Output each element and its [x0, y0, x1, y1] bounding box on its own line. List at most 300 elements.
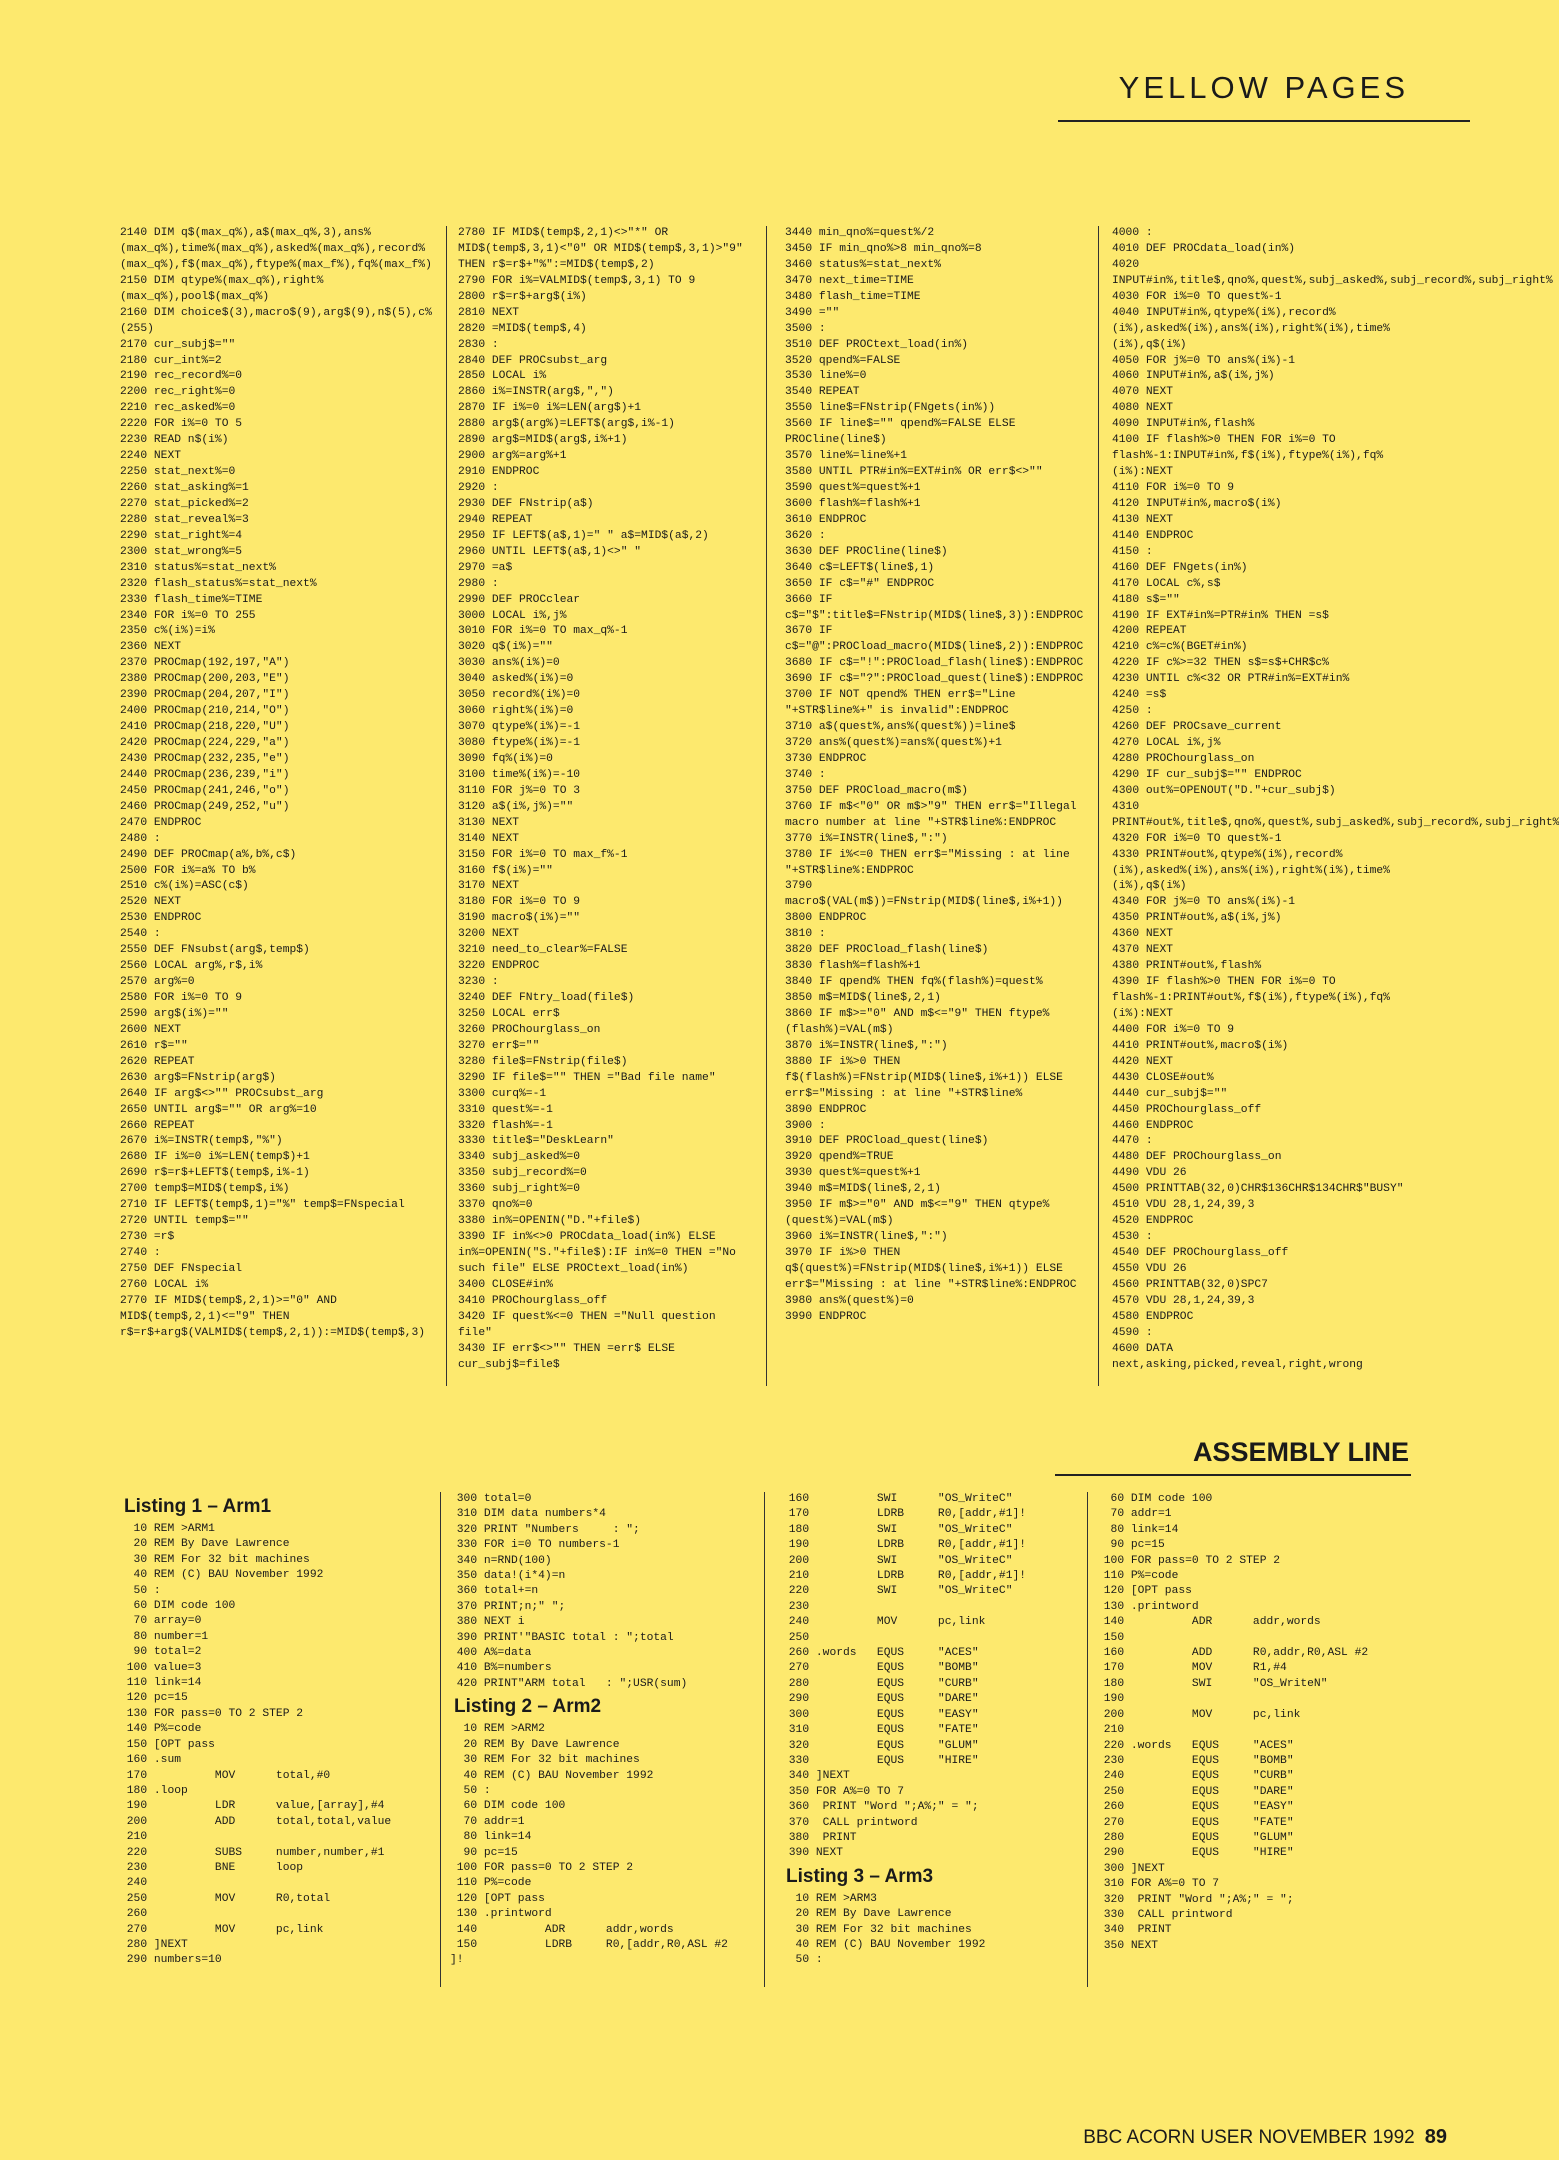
- code-line: 2940 REPEAT: [458, 513, 533, 526]
- code-line: 2530 ENDPROC: [120, 912, 202, 925]
- code-line: 4070 NEXT: [1112, 386, 1174, 399]
- code-line: 4280 PROChourglass_on: [1112, 752, 1255, 765]
- code-line: 4180 s$="": [1112, 593, 1180, 606]
- code-line: 2920 :: [458, 482, 499, 494]
- code-line: 2730 =r$: [120, 1231, 175, 1244]
- code-line: 2640 IF arg$<>"" PROCsubst_arg: [120, 1087, 324, 1100]
- code-line: 2450 PROCmap(241,246,"o"): [120, 784, 290, 797]
- listing-title: Listing 3 – Arm3: [786, 1865, 934, 1887]
- code-line: 4260 DEF PROCsave_current: [1112, 721, 1282, 734]
- code-line: 3720 ans%(quest%)=ans%(quest%)+1: [785, 737, 1002, 749]
- code-line: 50 :: [782, 1954, 823, 1967]
- code-line: 4400 FOR i%=0 TO 9: [1112, 1023, 1235, 1036]
- code-line: 3990 ENDPROC: [785, 1310, 867, 1323]
- listing-column-4: [1112, 226, 1559, 1392]
- code-line: 2980 :: [458, 577, 499, 590]
- code-line: 4560 PRINTTAB(32,0)SPC7: [1112, 1278, 1268, 1291]
- code-line: 240: [120, 1877, 148, 1890]
- code-line: 2700 temp$=MID$(temp$,i%): [120, 1183, 290, 1196]
- code-line: 4370 NEXT: [1112, 944, 1174, 957]
- code-line: 330 CALL printword: [1097, 1908, 1233, 1921]
- code-line: 3010 FOR i%=0 TO max_q%-1: [458, 625, 628, 638]
- code-line: 2620 REPEAT: [120, 1055, 195, 1068]
- code-line: 90 pc=15: [450, 1846, 518, 1859]
- code-line: 300 total=0: [450, 1493, 532, 1505]
- code-line: 10 REM >ARM2: [450, 1723, 545, 1736]
- code-line: 2200 rec_right%=0: [120, 386, 236, 399]
- code-line: 3100 time%(i%)=-10: [458, 768, 581, 781]
- code-line: 250 EQUS "DARE": [1097, 1785, 1294, 1798]
- code-line: 3520 qpend%=FALSE: [785, 354, 901, 367]
- code-line: 140 ADR addr,words: [1097, 1616, 1321, 1629]
- section-title: YELLOW PAGES: [1118, 70, 1409, 105]
- code-line: 2890 arg$=MID$(arg$,i%+1): [458, 434, 628, 447]
- arm1-listing: [120, 1492, 438, 1982]
- code-line: 3380 in%=OPENIN("D."+file$): [458, 1215, 642, 1228]
- code-line: 3260 PROChourglass_on: [458, 1023, 601, 1036]
- code-line: 3460 status%=stat_next%: [785, 258, 941, 271]
- code-line: 4600 DATA next,asking,picked,reveal,right,wrong: [1112, 1342, 1363, 1371]
- code-line: 2590 arg$(i%)="": [120, 1007, 229, 1020]
- code-line: 4490 VDU 26: [1112, 1167, 1187, 1180]
- code-line: 3300 curq%=-1: [458, 1087, 547, 1100]
- code-line: 4210 c%=c%(BGET#in%): [1112, 641, 1248, 654]
- code-line: 2790 FOR i%=VALMID$(temp$,3,1) TO 9: [458, 274, 696, 287]
- code-line: 310 DIM data numbers*4: [450, 1508, 606, 1521]
- code-line: 300 EQUS "EASY": [782, 1708, 979, 1721]
- code-line: 150: [1097, 1631, 1125, 1644]
- code-block: [782, 1492, 1082, 1862]
- code-line: 2140 DIM q$(max_q%),a$(max_q%,3),ans%(max_q%),time%(max_q%),asked%(max_q%),record%(max_q%),f$(max_q%),ftype%(max_f%),fq%(max_f%): [120, 227, 432, 271]
- code-line: 3970 IF i%>0 THEN q$(quest%)=FNstrip(MID$(line$,i%+1)) ELSE err$="Missing : at line "+STR$line%:ENDPROC: [785, 1247, 1077, 1291]
- code-line: 4450 PROChourglass_off: [1112, 1103, 1262, 1116]
- code-line: 3700 IF NOT qpend% THEN err$="Line "+STR$line%+" is invalid":ENDPROC: [785, 689, 1023, 718]
- code-line: 290 EQUS "DARE": [782, 1693, 979, 1706]
- code-line: 3020 q$(i%)="": [458, 641, 553, 654]
- code-line: 3400 CLOSE#in%: [458, 1278, 553, 1291]
- code-line: 70 array=0: [120, 1615, 202, 1628]
- code-line: 3950 IF m$>="0" AND m$<="9" THEN qtype%(quest%)=VAL(m$): [785, 1199, 1050, 1228]
- code-line: 200 MOV pc,link: [1097, 1708, 1301, 1721]
- code-line: 4090 INPUT#in%,flash%: [1112, 418, 1255, 431]
- code-line: 2680 IF i%=0 i%=LEN(temp$)+1: [120, 1151, 310, 1164]
- code-line: 330 EQUS "HIRE": [782, 1754, 979, 1767]
- code-line: 3240 DEF FNtry_load(file$): [458, 992, 635, 1004]
- code-line: 230: [782, 1600, 810, 1613]
- code-line: 260 EQUS "EASY": [1097, 1801, 1294, 1814]
- code-line: 3740 :: [785, 768, 826, 781]
- code-line: 2960 UNTIL LEFT$(a$,1)<>" ": [458, 545, 642, 558]
- code-line: 220 SWI "OS_WriteC": [782, 1585, 1013, 1598]
- code-line: 4330 PRINT#out%,qtype%(i%),record%(i%),asked%(i%),ans%(i%),right%(i%),time%(i%),q$(i%): [1112, 848, 1390, 893]
- code-line: 4360 NEXT: [1112, 928, 1174, 941]
- code-line: 190: [1097, 1693, 1125, 1706]
- code-line: 160 SWI "OS_WriteC": [782, 1493, 1013, 1505]
- code-line: 4060 INPUT#in%,a$(i%,j%): [1112, 370, 1275, 383]
- arm2-listing: [450, 1492, 750, 1982]
- magazine-issue: BBC ACORN USER NOVEMBER 1992: [1083, 2127, 1415, 2148]
- code-line: 3160 f$(i%)="": [458, 864, 553, 877]
- code-line: 150 LDRB R0,[addr,R0,ASL #2: [450, 1938, 728, 1951]
- code-line: 2520 NEXT: [120, 896, 182, 909]
- code-line: 2830 :: [458, 338, 499, 351]
- code-line: 3140 NEXT: [458, 832, 520, 845]
- code-line: 20 REM By Dave Lawrence: [782, 1908, 952, 1921]
- column-divider: [764, 1492, 765, 1987]
- code-line: 3800 ENDPROC: [785, 912, 867, 925]
- code-line: 2510 c%(i%)=ASC(c$): [120, 880, 249, 893]
- code-line: 4300 out%=OPENOUT("D."+cur_subj$): [1112, 784, 1336, 797]
- code-line: 2350 c%(i%)=i%: [120, 625, 215, 638]
- code-line: 240 EQUS "CURB": [1097, 1770, 1294, 1783]
- code-line: 3190 macro$(i%)="": [458, 912, 581, 925]
- code-line: 260 .words EQUS "ACES": [782, 1647, 979, 1660]
- page-number: 89: [1424, 2126, 1447, 2148]
- code-line: 3980 ans%(quest%)=0: [785, 1294, 914, 1307]
- code-line: 210 LDRB R0,[addr,#1]!: [782, 1570, 1027, 1583]
- code-line: 250: [782, 1631, 810, 1644]
- code-line: 210: [120, 1831, 148, 1844]
- code-line: 60 DIM code 100: [450, 1800, 566, 1813]
- code-line: 80 link=14: [1097, 1523, 1179, 1536]
- code-line: 140 P%=code: [120, 1723, 202, 1736]
- code-line: 3210 need_to_clear%=FALSE: [458, 944, 628, 957]
- code-line: 4270 LOCAL i%,j%: [1112, 737, 1221, 749]
- code-line: 130 .printword: [450, 1908, 552, 1921]
- code-line: 3110 FOR j%=0 TO 3: [458, 784, 581, 797]
- code-line: 360 total+=n: [450, 1585, 539, 1598]
- code-line: 2220 FOR i%=0 TO 5: [120, 418, 243, 431]
- code-block: [120, 1522, 438, 1969]
- code-line: 3630 DEF PROCline(line$): [785, 545, 948, 558]
- code-line: 3200 NEXT: [458, 928, 520, 941]
- code-line: 2720 UNTIL temp$="": [120, 1215, 249, 1228]
- code-line: 2540 :: [120, 928, 161, 941]
- code-line: 2310 status%=stat_next%: [120, 561, 276, 574]
- code-line: 3860 IF m$>="0" AND m$<="9" THEN ftype%(flash%)=VAL(m$): [785, 1007, 1050, 1036]
- code-line: 3790 macro$(VAL(m$))=FNstrip(MID$(line$,i%+1)): [785, 880, 1063, 909]
- code-line: 120 [OPT pass: [1097, 1585, 1192, 1598]
- code-line: 40 REM (C) BAU November 1992: [120, 1569, 324, 1582]
- code-line: 3770 i%=INSTR(line$,":"): [785, 832, 948, 845]
- code-line: 10 REM >ARM1: [120, 1523, 215, 1535]
- code-line: 2850 LOCAL i%: [458, 370, 547, 383]
- code-line: 2490 DEF PROCmap(a%,b%,c$): [120, 848, 297, 861]
- code-line: 4350 PRINT#out%,a$(i%,j%): [1112, 912, 1282, 925]
- code-line: 4410 PRINT#out%,macro$(i%): [1112, 1039, 1289, 1052]
- code-line: 300 ]NEXT: [1097, 1862, 1165, 1875]
- code-line: 290 EQUS "HIRE": [1097, 1847, 1294, 1860]
- code-line: 4580 ENDPROC: [1112, 1310, 1194, 1323]
- code-line: 370 PRINT;n;" ";: [450, 1600, 566, 1613]
- code-line: 220 .words EQUS "ACES": [1097, 1739, 1294, 1752]
- code-block: [782, 1892, 1082, 1969]
- code-line: 3570 line%=line%+1: [785, 450, 908, 463]
- code-line: 4050 FOR j%=0 TO ans%(i%)-1: [1112, 354, 1296, 367]
- code-line: 3490 ="": [785, 306, 840, 319]
- code-line: 2360 NEXT: [120, 641, 182, 654]
- code-line: 4020 INPUT#in%,title$,qno%,quest%,subj_asked%,subj_record%,subj_right%: [1112, 258, 1553, 287]
- code-line: 3370 qno%=0: [458, 1199, 533, 1212]
- code-line: 190 LDR value,[array],#4: [120, 1800, 385, 1813]
- code-line: 2210 rec_asked%=0: [120, 402, 236, 415]
- code-line: 160 ADD R0,addr,R0,ASL #2: [1097, 1647, 1369, 1660]
- code-line: 4590 :: [1112, 1326, 1153, 1339]
- code-line: 2650 UNTIL arg$="" OR arg%=10: [120, 1103, 317, 1116]
- column-divider: [1087, 1492, 1088, 1987]
- code-line: 3220 ENDPROC: [458, 960, 540, 973]
- code-line: 3830 flash%=flash%+1: [785, 960, 921, 973]
- code-line: 2950 IF LEFT$(a$,1)=" " a$=MID$(a$,2): [458, 529, 709, 542]
- code-line: 2690 r$=r$+LEFT$(temp$,i%-1): [120, 1167, 310, 1180]
- code-line: 380 NEXT i: [450, 1616, 525, 1629]
- code-line: 3600 flash%=flash%+1: [785, 497, 921, 510]
- code-line: 270 MOV pc,link: [120, 1923, 324, 1936]
- code-line: 2320 flash_status%=stat_next%: [120, 577, 317, 590]
- code-line: 3920 qpend%=TRUE: [785, 1151, 894, 1164]
- code-line: ]!: [450, 1954, 464, 1967]
- code-line: 2290 stat_right%=4: [120, 529, 243, 542]
- code-line: 400 A%=data: [450, 1647, 532, 1660]
- code-line: 110 P%=code: [1097, 1570, 1179, 1583]
- code-line: 340 n=RND(100): [450, 1554, 552, 1567]
- code-line: 350 data!(i*4)=n: [450, 1570, 566, 1583]
- code-line: 4550 VDU 26: [1112, 1262, 1187, 1275]
- code-line: 3510 DEF PROCtext_load(in%): [785, 338, 969, 351]
- code-line: 390 PRINT'"BASIC total : ";total: [450, 1631, 674, 1644]
- code-line: 3430 IF err$<>"" THEN =err$ ELSE cur_subj$=file$: [458, 1342, 682, 1371]
- code-line: 3150 FOR i%=0 TO max_f%-1: [458, 848, 628, 861]
- code-line: 2880 arg$(arg%)=LEFT$(arg$,i%-1): [458, 418, 675, 431]
- code-line: 2260 stat_asking%=1: [120, 482, 249, 494]
- code-line: 3690 IF c$="?":PROCload_quest(line$):ENDPROC: [785, 673, 1084, 686]
- code-line: 200 ADD total,total,value: [120, 1815, 392, 1828]
- code-line: 3390 IF in%<>0 PROCdata_load(in%) ELSE in%=OPENIN("S."+file$):IF in%=0 THEN ="No such file" ELSE PROCtext_load(in%): [458, 1231, 743, 1275]
- code-line: 3930 quest%=quest%+1: [785, 1167, 921, 1180]
- code-line: 2780 IF MID$(temp$,2,1)<>"*" OR MID$(temp$,3,1)<"0" OR MID$(temp$,3,1)>"9" THEN r$=r$+"%":=MID$(temp$,2): [458, 227, 750, 271]
- code-line: 3900 :: [785, 1119, 826, 1132]
- code-line: 90 pc=15: [1097, 1539, 1165, 1552]
- code-block: [450, 1722, 750, 1969]
- code-line: 2470 ENDPROC: [120, 816, 202, 829]
- code-line: 3550 line$=FNstrip(FNgets(in%)): [785, 402, 996, 415]
- code-line: 80 link=14: [450, 1831, 532, 1844]
- code-line: 2660 REPEAT: [120, 1119, 195, 1132]
- section-rule: [1055, 1474, 1411, 1476]
- code-line: 3040 asked%(i%)=0: [458, 673, 574, 686]
- code-line: 2550 DEF FNsubst(arg$,temp$): [120, 944, 310, 957]
- code-line: 4080 NEXT: [1112, 402, 1174, 415]
- code-line: 3440 min_qno%=quest%/2: [785, 227, 935, 239]
- code-line: 100 FOR pass=0 TO 2 STEP 2: [450, 1861, 634, 1874]
- code-line: 3910 DEF PROCload_quest(line$): [785, 1135, 989, 1148]
- code-line: 2630 arg$=FNstrip(arg$): [120, 1071, 276, 1084]
- code-line: 3820 DEF PROCload_flash(line$): [785, 944, 989, 957]
- code-line: 2150 DIM qtype%(max_q%),right%(max_q%),pool$(max_q%): [120, 274, 324, 303]
- code-line: 2440 PROCmap(236,239,"i"): [120, 768, 290, 781]
- code-line: 290 numbers=10: [120, 1954, 222, 1967]
- code-line: 2170 cur_subj$="": [120, 338, 236, 351]
- code-line: 3940 m$=MID$(line$,2,1): [785, 1183, 941, 1196]
- code-line: 3230 :: [458, 976, 499, 989]
- code-line: 3120 a$(i%,j%)="": [458, 800, 574, 813]
- code-line: 2820 =MID$(temp$,4): [458, 322, 587, 335]
- code-line: 2480 :: [120, 832, 161, 845]
- code-line: 130 FOR pass=0 TO 2 STEP 2: [120, 1707, 304, 1720]
- column-divider: [446, 226, 447, 1386]
- code-line: 260: [120, 1908, 148, 1921]
- code-line: 4480 DEF PROChourglass_on: [1112, 1151, 1282, 1164]
- code-line: 3640 c$=LEFT$(line$,1): [785, 561, 935, 574]
- code-line: 10 REM >ARM3: [782, 1892, 877, 1905]
- code-line: 3420 IF quest%<=0 THEN ="Null question file": [458, 1310, 723, 1339]
- code-line: 3170 NEXT: [458, 880, 520, 893]
- code-line: 2180 cur_int%=2: [120, 354, 222, 367]
- code-line: 3650 IF c$="#" ENDPROC: [785, 577, 935, 590]
- code-line: 4100 IF flash%>0 THEN FOR i%=0 TO flash%-1:INPUT#in%,f$(i%),ftype%(i%),fq%(i%):NEXT: [1112, 434, 1384, 479]
- code-line: 4160 DEF FNgets(in%): [1112, 561, 1248, 574]
- code-line: 3590 quest%=quest%+1: [785, 482, 921, 494]
- code-line: 210: [1097, 1724, 1125, 1737]
- code-line: 3340 subj_asked%=0: [458, 1151, 581, 1164]
- code-line: 30 REM For 32 bit machines: [120, 1553, 310, 1566]
- code-line: 2300 stat_wrong%=5: [120, 545, 243, 558]
- code-line: 3030 ans%(i%)=0: [458, 657, 560, 670]
- code-line: 2160 DIM choice$(3),macro$(9),arg$(9),n$(5),c%(255): [120, 306, 432, 335]
- code-line: 140 ADR addr,words: [450, 1923, 674, 1936]
- code-line: 3660 IF c$="$":title$=FNstrip(MID$(line$,3)):ENDPROC: [785, 593, 1084, 622]
- code-line: 3620 :: [785, 529, 826, 542]
- code-line: 3080 ftype%(i%)=-1: [458, 737, 581, 749]
- code-line: 4120 INPUT#in%,macro$(i%): [1112, 497, 1282, 510]
- code-line: 4530 :: [1112, 1231, 1153, 1244]
- code-line: 4460 ENDPROC: [1112, 1119, 1194, 1132]
- code-line: 310 FOR A%=0 TO 7: [1097, 1878, 1220, 1891]
- code-line: 4430 CLOSE#out%: [1112, 1071, 1214, 1084]
- code-line: 2190 rec_record%=0: [120, 370, 243, 383]
- code-line: 4540 DEF PROChourglass_off: [1112, 1247, 1289, 1259]
- code-line: 4170 LOCAL c%,s$: [1112, 577, 1221, 590]
- code-line: 160 .sum: [120, 1754, 182, 1767]
- code-line: 100 FOR pass=0 TO 2 STEP 2: [1097, 1554, 1281, 1567]
- code-line: 4200 REPEAT: [1112, 625, 1187, 638]
- code-line: 3580 UNTIL PTR#in%=EXT#in% OR err$<>"": [785, 466, 1043, 479]
- code-line: 180 .loop: [120, 1784, 188, 1797]
- code-line: 3350 subj_record%=0: [458, 1167, 587, 1180]
- code-line: 250 MOV R0,total: [120, 1892, 331, 1905]
- code-line: 120 pc=15: [120, 1692, 188, 1705]
- code-line: 230 BNE loop: [120, 1861, 304, 1874]
- code-line: 3610 ENDPROC: [785, 513, 867, 526]
- code-line: 320 PRINT "Numbers : ";: [450, 1523, 640, 1536]
- code-line: 90 total=2: [120, 1646, 202, 1659]
- listing-column-2: [458, 226, 748, 1392]
- code-line: 110 P%=code: [450, 1877, 532, 1890]
- code-line: 3050 record%(i%)=0: [458, 689, 581, 702]
- listing-title: Listing 2 – Arm2: [454, 1696, 602, 1718]
- code-line: 70 addr=1: [1097, 1508, 1172, 1521]
- code-line: 4520 ENDPROC: [1112, 1215, 1194, 1228]
- code-line: 170 MOV total,#0: [120, 1769, 331, 1782]
- code-line: 3880 IF i%>0 THEN f$(flash%)=FNstrip(MID$(line$,i%+1)) ELSE err$="Missing : at line "+STR$line%: [785, 1055, 1070, 1100]
- code-line: 2580 FOR i%=0 TO 9: [120, 992, 243, 1004]
- code-line: 120 [OPT pass: [450, 1892, 545, 1905]
- code-line: 3290 IF file$="" THEN ="Bad file name": [458, 1071, 716, 1084]
- code-line: 4040 INPUT#in%,qtype%(i%),record%(i%),asked%(i%),ans%(i%),right%(i%),time%(i%),q$(i%): [1112, 306, 1390, 351]
- code-line: 4320 FOR i%=0 TO quest%-1: [1112, 832, 1282, 845]
- code-line: 330 FOR i=0 TO numbers-1: [450, 1539, 620, 1552]
- code-line: 3750 DEF PROCload_macro(m$): [785, 784, 969, 797]
- code-line: 280 EQUS "CURB": [782, 1677, 979, 1690]
- code-line: 4290 IF cur_subj$="" ENDPROC: [1112, 768, 1302, 781]
- code-line: 3280 file$=FNstrip(file$): [458, 1055, 628, 1068]
- code-line: 2250 stat_next%=0: [120, 466, 236, 479]
- code-line: 70 addr=1: [450, 1815, 525, 1828]
- column-divider: [1098, 226, 1099, 1386]
- code-line: 2740 :: [120, 1247, 161, 1259]
- code-line: 3780 IF i%<=0 THEN err$="Missing : at line "+STR$line%:ENDPROC: [785, 848, 1077, 877]
- code-line: 2840 DEF PROCsubst_arg: [458, 354, 608, 367]
- code-line: 2990 DEF PROCclear: [458, 593, 581, 606]
- code-line: 2810 NEXT: [458, 306, 520, 319]
- code-line: 3450 IF min_qno%>8 min_qno%=8: [785, 242, 982, 255]
- code-line: 20 REM By Dave Lawrence: [450, 1738, 620, 1751]
- code-line: 340 PRINT: [1097, 1924, 1172, 1937]
- code-line: 4110 FOR i%=0 TO 9: [1112, 482, 1235, 494]
- code-line: 50 :: [120, 1584, 161, 1597]
- code-line: 240 MOV pc,link: [782, 1616, 986, 1629]
- code-line: 2910 ENDPROC: [458, 466, 540, 479]
- code-line: 3710 a$(quest%,ans%(quest%))=line$: [785, 721, 1016, 734]
- code-line: 3890 ENDPROC: [785, 1103, 867, 1116]
- code-line: 2750 DEF FNspecial: [120, 1262, 243, 1275]
- code-line: 4240 =s$: [1112, 689, 1167, 702]
- code-line: 3410 PROChourglass_off: [458, 1294, 608, 1307]
- code-line: 130 .printword: [1097, 1600, 1199, 1613]
- code-line: 3360 subj_right%=0: [458, 1183, 581, 1196]
- code-line: 350 NEXT: [1097, 1939, 1159, 1952]
- code-line: 3090 fq%(i%)=0: [458, 752, 553, 765]
- code-line: 3270 err$="": [458, 1039, 540, 1052]
- code-line: 2410 PROCmap(218,220,"U"): [120, 721, 290, 734]
- arm3-listing-continued: [1097, 1492, 1427, 1982]
- code-line: 2900 arg%=arg%+1: [458, 450, 567, 463]
- code-line: 360 PRINT "Word ";A%;" = ";: [782, 1801, 979, 1814]
- column-divider: [440, 1492, 441, 1987]
- code-line: 4220 IF c%>=32 THEN s$=s$+CHR$c%: [1112, 657, 1329, 670]
- code-line: 270 EQUS "BOMB": [782, 1662, 979, 1675]
- code-line: 2230 READ n$(i%): [120, 434, 229, 447]
- code-line: 350 FOR A%=0 TO 7: [782, 1785, 905, 1798]
- code-line: 4390 IF flash%>0 THEN FOR i%=0 TO flash%-1:PRINT#out%,f$(i%),ftype%(i%),fq%(i%):NEXT: [1112, 976, 1390, 1020]
- code-line: 180 SWI "OS_WriteC": [782, 1523, 1013, 1536]
- code-line: 4380 PRINT#out%,flash%: [1112, 960, 1262, 973]
- code-line: 4470 :: [1112, 1135, 1153, 1148]
- page-footer: [1083, 2126, 1447, 2149]
- code-line: 3850 m$=MID$(line$,2,1): [785, 992, 941, 1004]
- code-line: 4000 :: [1112, 227, 1153, 239]
- code-line: 220 SUBS number,number,#1: [120, 1846, 385, 1859]
- code-line: 3840 IF qpend% THEN fq%(flash%)=quest%: [785, 976, 1043, 989]
- code-line: 3500 :: [785, 322, 826, 335]
- code-line: 3070 qtype%(i%)=-1: [458, 721, 581, 734]
- code-line: 230 EQUS "BOMB": [1097, 1754, 1294, 1767]
- code-line: 170 LDRB R0,[addr,#1]!: [782, 1508, 1027, 1521]
- code-line: 4340 FOR j%=0 TO ans%(i%)-1: [1112, 896, 1296, 909]
- code-line: 4570 VDU 28,1,24,39,3: [1112, 1294, 1255, 1307]
- code-line: 4010 DEF PROCdata_load(in%): [1112, 242, 1296, 255]
- code-line: 320 EQUS "GLUM": [782, 1739, 979, 1752]
